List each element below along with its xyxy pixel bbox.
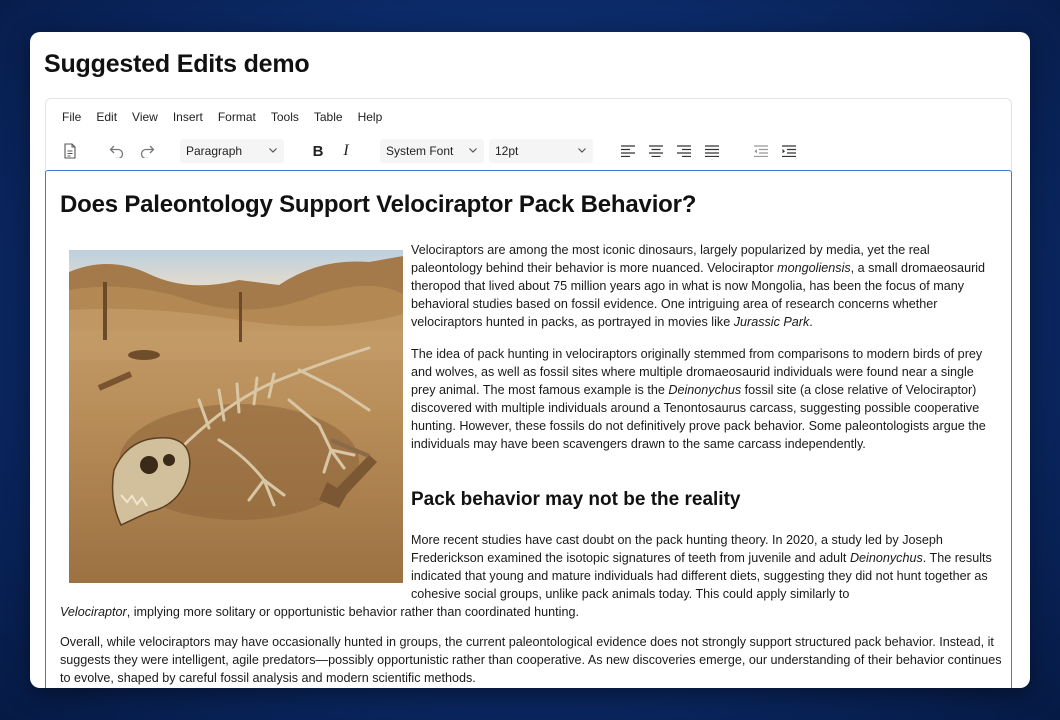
paragraph-3-continued <box>60 603 1000 621</box>
align-justify-icon <box>705 145 719 157</box>
chevron-down-icon <box>468 145 478 155</box>
font-size-value: 12pt <box>495 144 519 158</box>
genus-velociraptor: Velociraptor <box>60 605 127 619</box>
align-center-icon <box>649 145 663 157</box>
italic-button[interactable]: I <box>343 142 349 159</box>
species-name: mongoliensis <box>777 261 851 275</box>
paragraph-1-text-a: Velociraptors are among the most iconic dinosaurs, largely popularized by media, yet the real paleontology behind their behavior is more nuanced. Velociraptor <box>411 243 930 275</box>
new-document-button[interactable] <box>60 139 80 163</box>
indent-button[interactable] <box>778 139 798 163</box>
font-family-select[interactable] <box>380 139 484 163</box>
undo-icon <box>109 144 125 158</box>
block-format-select[interactable] <box>180 139 284 163</box>
paragraph-1-text-e: . <box>809 315 813 329</box>
align-right-button[interactable] <box>674 139 694 163</box>
menu-edit[interactable]: Edit <box>96 110 118 124</box>
chevron-down-icon <box>268 145 278 155</box>
paragraph-3-text-e: , implying more solitary or opportunistic behavior rather than coordinated hunting. <box>126 605 579 619</box>
paragraph-2-text-c: fossil site (a close relative of Velociraptor) discovered with multiple individuals around a Tenontosaurus carcass, suggesting possible cooperative hunting. However, these fossils do not definitively prove pack behavior. Some paleontologists argue the individuals may have been scavengers drawn to the same carcass independently. <box>411 383 986 451</box>
movie-title: Jurassic Park <box>733 315 810 329</box>
indent-icon <box>781 145 796 157</box>
font-size-select[interactable] <box>489 139 593 163</box>
align-left-icon <box>621 145 635 157</box>
menu-file[interactable]: File <box>62 110 82 124</box>
outdent-icon <box>753 145 768 157</box>
genus-name-2: Deinonychus <box>849 551 923 565</box>
genus-name: Deinonychus <box>668 383 742 397</box>
document-icon <box>63 143 77 159</box>
menu-table[interactable]: Table <box>313 110 343 124</box>
paragraph-2 <box>411 345 1001 453</box>
toolbar <box>46 135 1011 169</box>
undo-button[interactable] <box>106 139 128 163</box>
redo-button[interactable] <box>136 139 158 163</box>
chevron-down-icon <box>577 145 587 155</box>
menu-insert[interactable]: Insert <box>172 110 203 124</box>
section-subheading: Pack behavior may not be the reality <box>411 489 741 510</box>
outdent-button[interactable] <box>750 139 770 163</box>
font-family-value: System Font <box>386 144 454 158</box>
menu-tools[interactable]: Tools <box>270 110 299 124</box>
paragraph-3-text-a: More recent studies have cast doubt on the pack hunting theory. In 2020, a study led by Joseph Frederickson examined the isotopic signatures of teeth from juvenile and adult <box>411 533 943 565</box>
paragraph-4-text: Overall, while velociraptors may have occasionally hunted in groups, the current paleontological evidence does not strongly support structured pack behavior. Instead, it suggests they were intelligent, agile predators—possibly opportunistic rather than cooperative. As new discoveries emerge, our understanding of their behavior continues to evolve, shaped by careful fossil analysis and modern scientific methods. <box>60 635 1002 685</box>
paragraph-3-text-c: . The results indicated that young and mature individuals had different diets, suggesting they did not hunt together as cohesive social groups, unlike pack animals today. This could apply similarly to <box>411 551 992 601</box>
paragraph-1-text-c: , a small dromaeosaurid theropod that lived about 75 million years ago in what is now Mongolia, has been the focus of many behavioral studies based on fossil evidence. One intriguing area of research concerns whether velociraptors hunted in packs, as portrayed in movies like <box>411 261 986 329</box>
redo-icon <box>139 144 155 158</box>
align-right-icon <box>677 145 691 157</box>
page-title: Suggested Edits demo <box>44 50 310 78</box>
paragraph-4 <box>60 633 1005 687</box>
document-heading: Does Paleontology Support Velociraptor Pack Behavior? <box>60 191 697 218</box>
paragraph-3 <box>60 531 1000 603</box>
bold-button[interactable]: B <box>312 142 324 160</box>
justify-button[interactable] <box>702 139 722 163</box>
menu-format[interactable]: Format <box>217 110 256 124</box>
menu-help[interactable]: Help <box>357 110 383 124</box>
menu-view[interactable]: View <box>132 110 158 124</box>
align-left-button[interactable] <box>618 139 638 163</box>
paragraph-1 <box>411 241 1001 331</box>
align-center-button[interactable] <box>646 139 666 163</box>
demo-card <box>30 32 1030 688</box>
block-format-value: Paragraph <box>186 144 243 158</box>
paragraph-2-text-a: The idea of pack hunting in velociraptors originally stemmed from comparisons to modern birds of prey and wolves, as well as fossil sites where multiple dromaeosaurid individuals were found near a single prey animal. The most famous example is the <box>411 347 983 397</box>
menubar <box>46 99 1011 135</box>
editor-content-area[interactable] <box>45 170 1012 688</box>
